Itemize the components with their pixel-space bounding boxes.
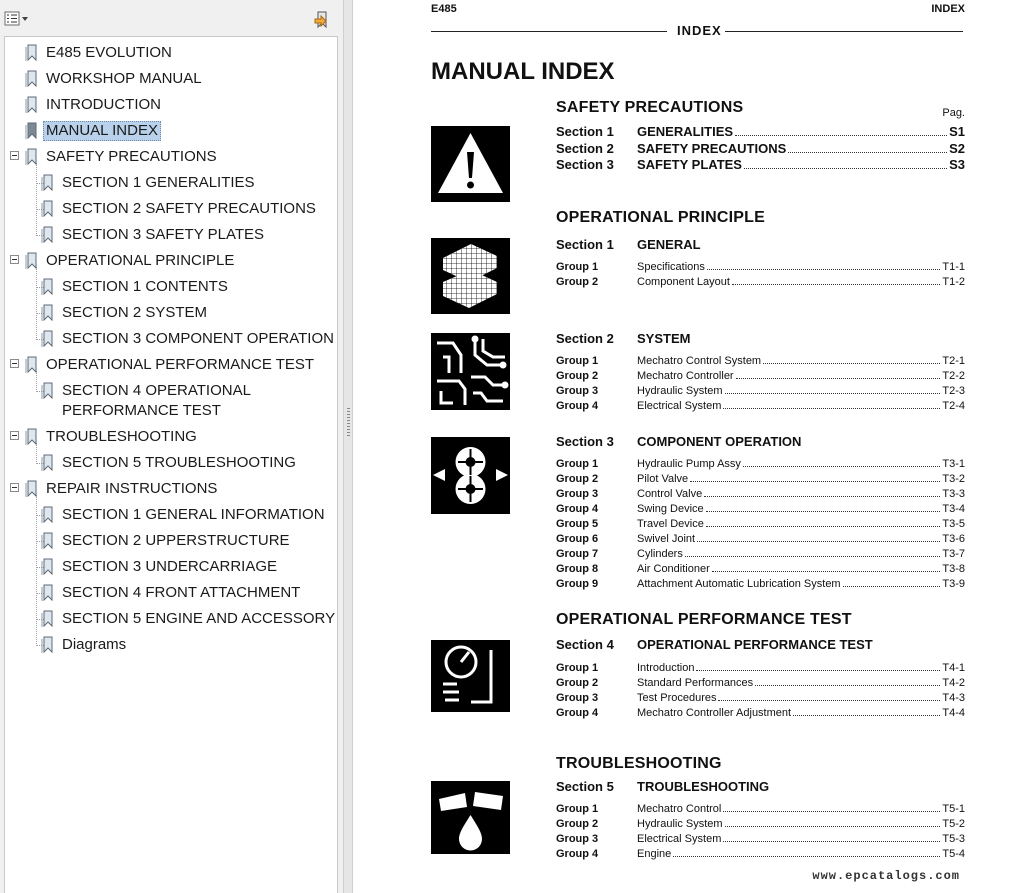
bookmark-icon: [25, 70, 39, 88]
circuit-system-icon: [431, 333, 510, 410]
toc-entry-page: T4-1: [942, 662, 965, 674]
toc-entry-page: T2-3: [942, 385, 965, 397]
header-rule: [431, 31, 667, 32]
group-label: Group 1: [556, 458, 599, 470]
bookmark-label: SECTION 2 SAFETY PRECAUTIONS: [62, 200, 316, 217]
toc-entry-page: T2-1: [942, 355, 965, 367]
section-number: Section 2: [556, 331, 614, 346]
panel-splitter[interactable]: [343, 0, 353, 893]
toc-entry[interactable]: [637, 818, 965, 830]
toc-entry-title: Electrical System: [637, 400, 722, 412]
toc-entry-title: Electrical System: [637, 833, 722, 845]
footer-watermark: www.epcatalogs.com: [812, 869, 960, 883]
section-name: SYSTEM: [637, 331, 691, 346]
toc-entry[interactable]: [637, 563, 965, 575]
splitter-grip[interactable]: [347, 408, 350, 438]
bookmark-item[interactable]: [41, 581, 303, 605]
dot-leader: [743, 466, 940, 467]
toc-entry[interactable]: [637, 124, 965, 139]
page-title: MANUAL INDEX: [431, 58, 615, 85]
header-model: E485: [431, 3, 457, 15]
bookmark-icon: [41, 558, 55, 576]
dot-leader: [755, 685, 940, 686]
bookmark-item[interactable]: [25, 41, 175, 65]
toc-entry-title: Mechatro Control: [637, 803, 722, 815]
bookmark-icon: [25, 96, 39, 114]
toc-entry-page: T2-4: [942, 400, 965, 412]
bookmark-label: SECTION 4 OPERATIONAL: [62, 382, 251, 399]
bookmarks-panel: [0, 0, 343, 893]
page-column-label: Pag.: [942, 107, 965, 119]
toc-entry-title: Engine: [637, 848, 672, 860]
section-number: Section 4: [556, 637, 614, 652]
bookmarks-toolbar: [0, 0, 343, 34]
dot-leader: [673, 856, 940, 857]
toc-entry[interactable]: [637, 518, 965, 530]
bookmark-label: SECTION 5 TROUBLESHOOTING: [62, 454, 296, 471]
collapse-toggle[interactable]: [10, 255, 19, 264]
section-heading: OPERATIONAL PRINCIPLE: [556, 209, 765, 226]
bookmark-item-selected[interactable]: [25, 119, 161, 143]
toc-entry[interactable]: [637, 803, 965, 815]
collapse-toggle[interactable]: [10, 483, 19, 492]
toc-entry-page: T1-2: [942, 276, 965, 288]
bookmark-icon: [41, 174, 55, 192]
dot-leader: [706, 526, 941, 527]
bookmark-icon: [41, 382, 55, 400]
dot-leader: [690, 481, 940, 482]
toc-entry-title: Control Valve: [637, 488, 703, 500]
dot-leader: [735, 135, 947, 136]
group-label: Group 4: [556, 707, 599, 719]
dot-leader: [744, 168, 947, 169]
components-cube-icon: [431, 238, 510, 314]
bookmark-item[interactable]: [41, 197, 319, 221]
bookmark-icon: [41, 454, 55, 472]
toc-entry-page: T3-2: [942, 473, 965, 485]
toc-entry[interactable]: [637, 662, 965, 674]
gauge-test-icon: [431, 640, 510, 712]
toc-entry[interactable]: [637, 141, 965, 156]
bookmark-label: WORKSHOP MANUAL: [46, 70, 202, 87]
bookmark-label: SECTION 2 UPPERSTRUCTURE: [62, 532, 290, 549]
toc-entry-title: SAFETY PRECAUTIONS: [637, 140, 787, 156]
dot-leader: [723, 408, 940, 409]
toc-entry-title: SAFETY PLATES: [637, 157, 742, 172]
toc-entry-title: Pilot Valve: [637, 473, 689, 485]
bookmark-label: SECTION 1 GENERAL INFORMATION: [62, 506, 325, 523]
group-label: Group 3: [556, 385, 599, 397]
group-label: Group 7: [556, 548, 599, 560]
bookmark-label: Diagrams: [62, 636, 127, 653]
toc-entry-title: Mechatro Control System: [637, 355, 762, 367]
group-label: Group 6: [556, 533, 599, 545]
toc-entry[interactable]: [637, 400, 965, 412]
bookmark-label: SECTION 1 CONTENTS: [62, 278, 228, 295]
bookmark-item[interactable]: [41, 275, 231, 299]
header-rule: [725, 31, 963, 32]
toc-entry-title: Hydraulic System: [637, 818, 723, 830]
header-section: INDEX: [931, 3, 965, 15]
toc-entry[interactable]: [637, 157, 965, 172]
toc-entry-page: T2-2: [942, 370, 965, 382]
dot-leader: [696, 670, 940, 671]
group-label: Group 4: [556, 848, 599, 860]
toc-entry-page: S1: [949, 124, 965, 139]
toc-entry[interactable]: [637, 355, 965, 367]
bookmark-icon: [25, 44, 39, 62]
bookmark-label: SECTION 3 COMPONENT OPERATION: [62, 330, 334, 347]
toc-entry-title: Mechatro Controller Adjustment: [637, 707, 792, 719]
bookmark-item[interactable]: [41, 327, 337, 351]
gear-pump-icon: [431, 437, 510, 514]
group-label: Group 2: [556, 276, 599, 288]
toc-entry-page: S3: [949, 157, 965, 172]
toc-entry-page: T3-5: [942, 518, 965, 530]
dot-leader: [707, 269, 941, 270]
group-label: Group 3: [556, 488, 599, 500]
dot-leader: [685, 556, 941, 557]
section-name: OPERATIONAL PERFORMANCE TEST: [637, 637, 873, 652]
bookmark-label: SECTION 4 FRONT ATTACHMENT: [62, 584, 301, 601]
toc-entry-page: T3-6: [942, 533, 965, 545]
dot-leader: [704, 496, 940, 497]
bookmark-item[interactable]: [41, 607, 338, 631]
toc-entry-page: T4-3: [942, 692, 965, 704]
bookmark-icon: [41, 532, 55, 550]
bookmark-label: SECTION 2 SYSTEM: [62, 304, 208, 321]
bookmark-label: SECTION 5 ENGINE AND ACCESSORY: [62, 610, 336, 627]
toc-entry-page: T3-1: [942, 458, 965, 470]
toc-entry-title: Introduction: [637, 662, 695, 674]
dot-leader: [732, 284, 940, 285]
bookmark-label: PERFORMANCE TEST: [62, 402, 221, 419]
section-name: GENERAL: [637, 237, 701, 252]
toc-entry-title: Swing Device: [637, 503, 704, 515]
toc-entry-page: T3-9: [942, 578, 965, 590]
bookmark-item[interactable]: [25, 353, 317, 377]
toc-entry[interactable]: [637, 261, 965, 273]
section-number: Section 5: [556, 779, 614, 794]
section-number: Section 1: [556, 124, 614, 139]
toc-entry[interactable]: [637, 370, 965, 382]
bookmark-item[interactable]: [41, 633, 129, 657]
toc-entry-title: Hydraulic System: [637, 385, 723, 397]
dot-leader: [736, 378, 941, 379]
bookmark-label: SAFETY PRECAUTIONS: [46, 148, 217, 165]
bookmark-icon: [25, 148, 39, 166]
group-label: Group 2: [556, 370, 599, 382]
toc-entry-title: Air Conditioner: [637, 563, 710, 575]
toc-entry[interactable]: [637, 473, 965, 485]
group-label: Group 4: [556, 503, 599, 515]
toc-entry[interactable]: [637, 677, 965, 689]
group-label: Group 1: [556, 803, 599, 815]
section-number: Section 2: [556, 140, 614, 156]
dot-leader: [725, 393, 941, 394]
toc-entry[interactable]: [637, 533, 965, 545]
bookmark-item[interactable]: [41, 301, 210, 325]
toc-entry-title: Swivel Joint: [637, 533, 696, 545]
group-label: Group 4: [556, 400, 599, 412]
toc-entry-title: Attachment Automatic Lubrication System: [637, 578, 841, 590]
section-heading: OPERATIONAL PERFORMANCE TEST: [556, 611, 852, 628]
bookmark-label: SECTION 3 SAFETY PLATES: [62, 226, 265, 243]
oil-drop-icon: [431, 781, 510, 854]
toc-entry-page: T1-1: [942, 261, 965, 273]
toc-entry-page: T5-1: [942, 803, 965, 815]
list-options-icon: [4, 11, 30, 27]
toc-entry-title: Hydraulic Pump Assy: [637, 458, 741, 470]
bookmark-item[interactable]: [41, 529, 293, 553]
bookmark-item[interactable]: [25, 477, 220, 501]
bookmark-item[interactable]: [25, 145, 220, 169]
toc-entry-title: Test Procedures: [637, 692, 717, 704]
toc-entry[interactable]: [637, 458, 965, 470]
bookmark-tree: [4, 36, 338, 893]
bookmark-icon: [25, 480, 39, 498]
toc-entry[interactable]: [637, 548, 965, 560]
bookmark-item[interactable]: [25, 67, 205, 91]
bookmark-item[interactable]: [25, 249, 237, 273]
group-label: Group 2: [556, 473, 599, 485]
bookmark-icon: [25, 122, 39, 140]
group-label: Group 9: [556, 578, 599, 590]
warning-icon: [431, 126, 510, 202]
section-number: Section 3: [556, 434, 614, 449]
toc-entry-title: Specifications: [637, 261, 705, 273]
dot-leader: [706, 511, 941, 512]
bookmark-label: OPERATIONAL PRINCIPLE: [46, 252, 235, 269]
toc-entry-page: T5-4: [942, 848, 965, 860]
dot-leader: [697, 541, 940, 542]
toc-entry[interactable]: [637, 578, 965, 590]
toc-entry-page: T3-7: [942, 548, 965, 560]
toc-entry-page: T5-2: [942, 818, 965, 830]
bookmark-icon: [41, 506, 55, 524]
bookmark-icon: [41, 200, 55, 218]
options-menu-button[interactable]: [4, 11, 30, 27]
toc-entry-title: GENERALITIES: [637, 124, 734, 139]
collapse-toggle[interactable]: [10, 151, 19, 160]
toc-entry[interactable]: [637, 503, 965, 515]
group-label: Group 8: [556, 563, 599, 575]
bookmark-label: OPERATIONAL PERFORMANCE TEST: [46, 356, 315, 373]
bookmark-label: REPAIR INSTRUCTIONS: [46, 480, 218, 497]
bookmark-label: E485 EVOLUTION: [46, 44, 172, 61]
bookmark-label: MANUAL INDEX: [43, 121, 161, 141]
header-center: INDEX: [677, 23, 722, 38]
group-label: Group 2: [556, 818, 599, 830]
section-number: Section 1: [556, 237, 614, 252]
toc-entry[interactable]: [637, 692, 965, 704]
dot-leader: [723, 841, 940, 842]
bookmark-item[interactable]: [41, 503, 328, 527]
toc-entry[interactable]: [637, 488, 965, 500]
bookmark-item[interactable]: [41, 223, 267, 247]
section-name: TROUBLESHOOTING: [637, 779, 770, 794]
collapse-toggle[interactable]: [10, 431, 19, 440]
group-label: Group 3: [556, 833, 599, 845]
section-name: COMPONENT OPERATION: [637, 434, 802, 449]
toc-entry-title: Travel Device: [637, 518, 704, 530]
toc-entry-page: T4-2: [942, 677, 965, 689]
section-heading: SAFETY PRECAUTIONS: [556, 99, 744, 116]
group-label: Group 2: [556, 677, 599, 689]
bookmark-label: INTRODUCTION: [46, 96, 161, 113]
bookmark-icon: [41, 636, 55, 654]
group-label: Group 1: [556, 355, 599, 367]
dot-leader: [788, 152, 947, 153]
bookmark-item[interactable]: [25, 93, 164, 117]
bookmark-item[interactable]: [41, 171, 258, 195]
group-label: Group 3: [556, 692, 599, 704]
bookmark-icon: [25, 428, 39, 446]
bookmark-item[interactable]: [25, 425, 200, 449]
dot-leader: [793, 715, 940, 716]
document-page: [353, 0, 1011, 893]
dot-leader: [718, 700, 940, 701]
dot-leader: [712, 571, 941, 572]
section-heading: TROUBLESHOOTING: [556, 755, 722, 772]
bookmark-icon: [41, 226, 55, 244]
bookmark-item-continuation[interactable]: [59, 399, 224, 423]
bookmark-icon: [41, 278, 55, 296]
toc-entry-page: T3-8: [942, 563, 965, 575]
toc-entry-page: T5-3: [942, 833, 965, 845]
group-label: Group 1: [556, 261, 599, 273]
toc-entry-page: T3-4: [942, 503, 965, 515]
toc-entry-title: Cylinders: [637, 548, 683, 560]
group-label: Group 1: [556, 662, 599, 674]
toc-entry-title: Component Layout: [637, 276, 730, 288]
expand-bookmark-button[interactable]: [312, 10, 332, 30]
toc-entry-title: Mechatro Controller: [637, 370, 734, 382]
dot-leader: [763, 363, 940, 364]
bookmark-item[interactable]: [41, 451, 299, 475]
toc-entry[interactable]: [637, 833, 965, 845]
bookmark-item[interactable]: [41, 555, 280, 579]
toc-entry[interactable]: [637, 385, 965, 397]
bookmark-icon: [25, 252, 39, 270]
group-label: Group 5: [556, 518, 599, 530]
bookmark-icon: [41, 584, 55, 602]
bookmark-icon: [25, 356, 39, 374]
bookmark-label: SECTION 3 UNDERCARRIAGE: [62, 558, 278, 575]
expand-bookmark-icon: [312, 10, 332, 30]
bookmark-icon: [41, 330, 55, 348]
collapse-toggle[interactable]: [10, 359, 19, 368]
toc-entry[interactable]: [637, 276, 965, 288]
dot-leader: [725, 826, 941, 827]
section-number: Section 3: [556, 157, 614, 172]
bookmark-label: SECTION 1 GENERALITIES: [62, 174, 255, 191]
toc-entry-page: S2: [949, 140, 965, 156]
toc-entry[interactable]: [637, 848, 965, 860]
dot-leader: [723, 811, 940, 812]
toc-entry[interactable]: [637, 707, 965, 719]
bookmark-icon: [41, 304, 55, 322]
toc-entry-page: T3-3: [942, 488, 965, 500]
bookmark-icon: [41, 610, 55, 628]
toc-entry-page: T4-4: [942, 707, 965, 719]
bookmark-label: TROUBLESHOOTING: [46, 428, 197, 445]
toc-entry-title: Standard Performances: [637, 677, 754, 689]
dot-leader: [843, 586, 941, 587]
